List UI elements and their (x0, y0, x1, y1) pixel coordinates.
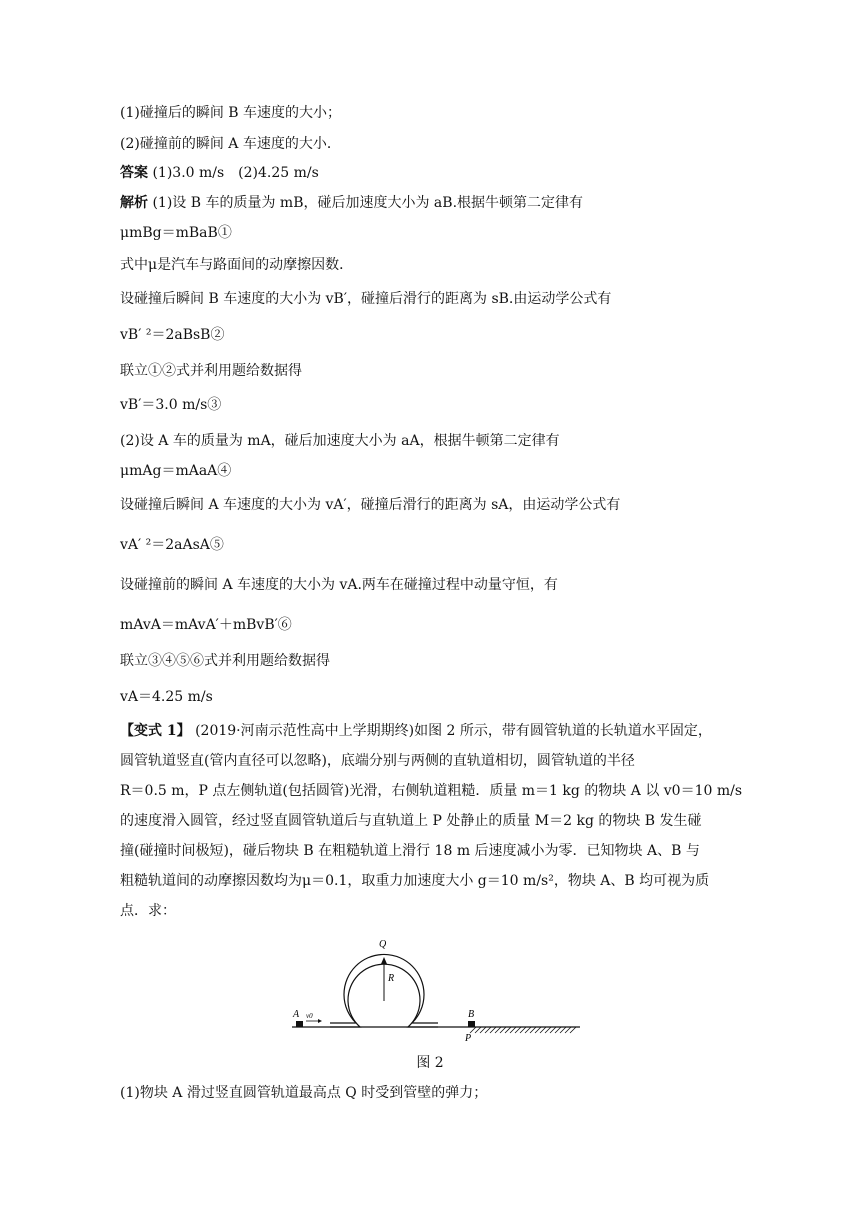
analysis-line-11: 设碰撞前的瞬间 A 车速度的大小为 vA.两车在碰撞过程中动量守恒，有 (120, 577, 558, 593)
analysis-label: 解析 (120, 195, 148, 211)
label-q: Q (379, 939, 387, 950)
answer-label: 答案 (120, 165, 148, 181)
velocity-arrowhead (318, 1019, 322, 1023)
analysis-line-2: 式中μ是汽车与路面间的动摩擦因数． (120, 257, 354, 273)
analysis-line-12: mAvA＝mAvA′＋mBvB′⑥ (120, 617, 292, 633)
block-b (468, 1021, 475, 1027)
variant-line-1: 圆管轨道竖直(管内直径可以忽略)，底端分别与两侧的直轨道相切，圆管轨道的半径 (120, 753, 635, 769)
analysis-line-3: 设碰撞后瞬间 B 车速度的大小为 vB′，碰撞后滑行的距离为 sB.由运动学公式有 (120, 291, 612, 307)
analysis-line-14: vA＝4.25 m/s (120, 689, 213, 705)
question-1: (1)碰撞后的瞬间 B 车速度的大小； (120, 105, 342, 121)
label-a: A (293, 1009, 300, 1020)
analysis-line-7: (2)设 A 车的质量为 mA，碰后加速度大小为 aA，根据牛顿第二定律有 (120, 433, 560, 449)
label-p: P (465, 1033, 472, 1044)
analysis-line-5: 联立①②式并利用题给数据得 (120, 363, 302, 379)
label-v0: v0 (306, 1012, 313, 1020)
variant-line-2: R＝0.5 m，P 点左侧轨道(包括圆管)光滑，右侧轨道粗糙．质量 m＝1 kg 的物块 A 以 v0＝10 m/s (120, 783, 743, 799)
answer-line (120, 164, 319, 182)
label-r: R (388, 973, 395, 984)
analysis-line-10: vA′ ²＝2aAsA⑤ (120, 537, 224, 553)
variant-text-0: (2019·河南示范性高中上学期期终)如图 2 所示，带有圆管轨道的长轨道水平固定， (195, 723, 712, 739)
analysis-line-6: vB′＝3.0 m/s③ (120, 397, 222, 413)
label-b: B (468, 1009, 475, 1020)
figure-caption: 图 2 (416, 1055, 444, 1071)
last-question: (1)物块 A 滑过竖直圆管轨道最高点 Q 时受到管壁的弹力； (120, 1085, 488, 1101)
analysis-line-1: μmBg＝mBaB① (120, 225, 232, 241)
analysis-line-8: μmAg＝mAaA④ (120, 463, 232, 479)
variant-line-6: 点．求： (120, 903, 176, 919)
variant-line-0 (120, 716, 780, 746)
radius-arrowhead (381, 957, 387, 964)
variant-line-5: 粗糙轨道间的动摩擦因数均为μ＝0.1，取重力加速度大小 g＝10 m/s²，物块 A、B 均可视为质 (120, 873, 710, 889)
analysis-line-13: 联立③④⑤⑥式并利用题给数据得 (120, 653, 330, 669)
block-a (296, 1021, 303, 1027)
analysis-line-9: 设碰撞后瞬间 A 车速度的大小为 vA′，碰撞后滑行的距离为 sA，由运动学公式有 (120, 497, 621, 513)
question-2: (2)碰撞前的瞬间 A 车速度的大小． (120, 136, 341, 152)
analysis-line-0 (120, 194, 583, 212)
variant-label: 【变式 1】 (120, 723, 191, 739)
rough-track-hatch (470, 1027, 576, 1033)
variant-paragraph (120, 716, 780, 926)
variant-line-4: 撞(碰撞时间极短)，碰后物块 B 在粗糙轨道上滑行 18 m 后速度减小为零．已知物块 A、B 与 (120, 843, 700, 859)
loop-track-figure (280, 935, 590, 1047)
variant-line-3: 的速度滑入圆管，经过竖直圆管轨道后与直轨道上 P 处静止的质量 M＝2 kg 的物块 B 发生碰 (120, 813, 702, 829)
answer-text: (1)3.0 m/s (2)4.25 m/s (152, 165, 319, 181)
analysis-text-0: (1)设 B 车的质量为 mB，碰后加速度大小为 aB.根据牛顿第二定律有 (152, 195, 584, 211)
analysis-line-4: vB′ ²＝2aBsB② (120, 327, 225, 343)
